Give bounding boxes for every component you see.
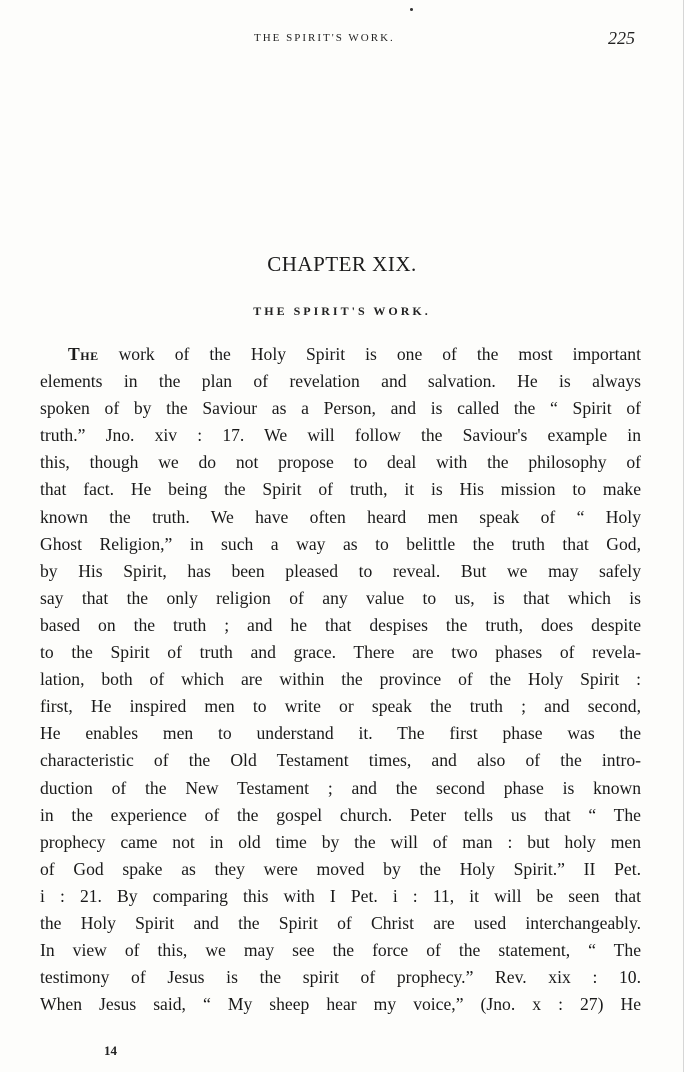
- running-title: THE SPIRIT'S WORK.: [254, 32, 395, 44]
- text-line: known the truth. We have often heard men speak of “ Holy: [40, 506, 641, 527]
- text-line: He enables men to understand it. The first phase was the: [40, 723, 641, 744]
- text-line: in the experience of the gospel church. Peter tells us that “ The: [40, 804, 641, 825]
- signature-mark: 14: [104, 1043, 117, 1058]
- text-line: lation, both of which are within the province of the Holy Spirit :: [40, 669, 641, 690]
- text-line: to the Spirit of truth and grace. There are two phases of revela-: [40, 642, 641, 663]
- chapter-heading: CHAPTER XIX.: [267, 252, 417, 276]
- text-line: this, though we do not propose to deal with the philosophy of: [40, 452, 641, 473]
- text-line: elements in the plan of revelation and salvation. He is always: [40, 371, 641, 392]
- text-line: characteristic of the Old Testament times, and also of the intro-: [40, 750, 641, 771]
- text-line: say that the only religion of any value to us, is that which is: [40, 587, 641, 608]
- text-line: based on the truth ; and he that despises the truth, does despite: [40, 614, 641, 635]
- text-line: i : 21. By comparing this with I Pet. i : 11, it will be seen that: [40, 885, 641, 906]
- running-head: [0, 28, 684, 52]
- text-line: duction of the New Testament ; and the second phase is known: [40, 777, 641, 798]
- body-text: [40, 341, 641, 1018]
- page-number: 225: [608, 28, 635, 48]
- text-line: the Holy Spirit and the Spirit of Christ are used interchangeably.: [40, 912, 641, 933]
- text-line: prophecy came not in old time by the will of man : but holy men: [40, 831, 641, 852]
- text-line: spoken of by the Saviour as a Person, and is called the “ Spirit of: [40, 398, 641, 419]
- first-line-text: work of the Holy Spirit is one of the most important: [98, 344, 641, 364]
- section-title: THE SPIRIT'S WORK.: [253, 304, 431, 318]
- text-line: In view of this, we may see the force of the statement, “ The: [40, 940, 641, 961]
- text-line: of God spake as they were moved by the Holy Spirit.” II Pet.: [40, 858, 641, 879]
- text-line: [40, 341, 641, 368]
- text-line: by His Spirit, has been pleased to reveal. But we may safely: [40, 560, 641, 581]
- text-line: first, He inspired men to write or speak the truth ; and second,: [40, 696, 641, 717]
- text-line: truth.” Jno. xiv : 17. We will follow the Saviour's example in: [40, 425, 641, 446]
- text-line: When Jesus said, “ My sheep hear my voice,” (Jno. x : 27) He: [40, 994, 641, 1015]
- text-line: that fact. He being the Spirit of truth, it is His mission to make: [40, 479, 641, 500]
- text-line: testimony of Jesus is the spirit of prophecy.” Rev. xix : 10.: [40, 967, 641, 988]
- text-line: Ghost Religion,” in such a way as to belittle the truth that God,: [40, 533, 641, 554]
- lead-word: The: [68, 344, 99, 364]
- ink-speck: [410, 8, 413, 11]
